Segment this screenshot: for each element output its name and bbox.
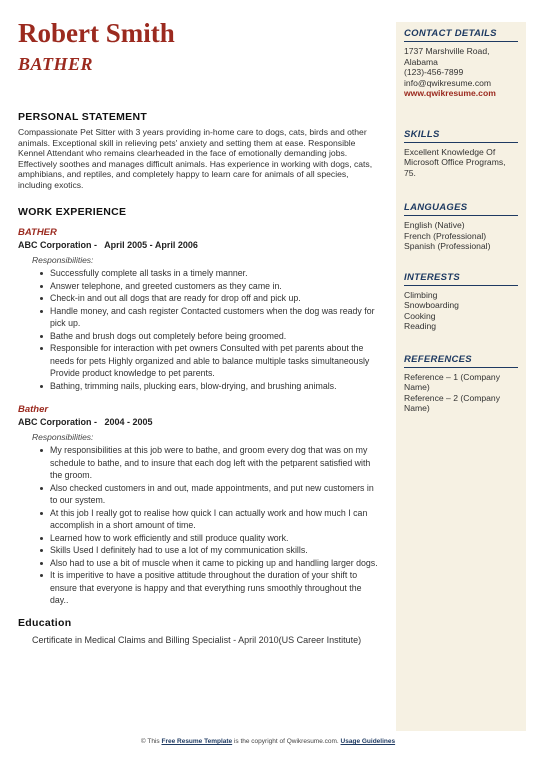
languages-heading: LANGUAGES (404, 202, 518, 216)
list-item: Reference – 2 (Company Name) (404, 392, 501, 413)
list-item: At this job I really got to realise how quick I can actually work and how much I can accomplish in a short amount of time. (40, 507, 382, 532)
address-line: Alabama (404, 56, 438, 67)
list-item: It is imperitive to have a positive attitude throughout the duration of your shift to ensure that everyone is happy and that everything runs smoothly throughout the day.. (40, 569, 382, 607)
sidebar (396, 22, 526, 731)
list-item: Skills Used I definitely had to use a lot of my communication skills. (40, 544, 382, 557)
languages-list (404, 220, 518, 252)
responsibilities-label: Responsibilities: (32, 432, 94, 442)
job-company-dates: ABC Corporation - 2004 - 2005 (18, 417, 153, 427)
list-item: Successfully complete all tasks in a timely manner. (40, 267, 382, 280)
contact-details (404, 46, 518, 99)
job-company-dates: ABC Corporation - April 2005 - April 2006 (18, 240, 198, 250)
skills-heading: SKILLS (404, 129, 518, 143)
list-item: Check-in and out all dogs that are ready for drop off and pick up. (40, 292, 382, 305)
footer-copyright: is the copyright of Qwikresume.com. (233, 738, 339, 745)
interests-heading: INTERESTS (404, 272, 518, 286)
interests-list (404, 290, 518, 332)
list-item: Answer telephone, and greeted customers as they came in. (40, 280, 382, 293)
work-experience-heading: WORK EXPERIENCE (18, 206, 127, 218)
list-item: Handle money, and cash register Contacted customers when the dog was ready for pick up. (40, 305, 382, 330)
responsibilities-label: Responsibilities: (32, 255, 94, 265)
list-item: English (Native) (404, 220, 465, 230)
references-heading: REFERENCES (404, 354, 518, 368)
list-item: Cooking (404, 310, 436, 321)
list-item: Learned how to work efficiently and still produce quality work. (40, 532, 382, 545)
list-item: Reading (404, 321, 437, 331)
personal-statement-text: Compassionate Pet Sitter with 3 years providing in-home care to dogs, cats, birds and other animals. Exceptional skill in relieving pets' anxiety and setting them at ease. Responsible Kennel Attendant who remains clearheaded in the face of emotionally demanding jobs. Effectively soothes and manages difficult animals. Has experience in working with dogs, cats, amphibians, and reptiles, and completely happy to learn care for animals of all species, including exotics. (18, 127, 373, 190)
footer-prefix: © This (140, 738, 160, 745)
email-link[interactable]: info@qwikresume.com (404, 77, 492, 88)
job-entry (18, 227, 382, 392)
candidate-name: Robert Smith (18, 18, 175, 48)
education-text: Certificate in Medical Claims and Billing Specialist - April 2010(US Career Institute) (32, 634, 362, 645)
list-item: Also checked customers in and out, made appointments, and put new customers in to our system. (40, 482, 382, 507)
skills-list (404, 147, 518, 179)
list-item: Snowboarding (404, 300, 459, 310)
phone-number: (123)-456-7899 (404, 67, 464, 77)
free-resume-template-link[interactable]: Free Resume Template (161, 738, 233, 745)
list-item: French (Professional) (404, 230, 487, 241)
list-item: My responsibilities at this job were to bathe, and groom every dog that was on my schedule to bathe, and to insure that each dog left with the petparent satisfied with the groom. (40, 444, 382, 482)
usage-guidelines-link[interactable]: Usage Guidelines (340, 738, 396, 745)
website-link[interactable]: www.qwikresume.com (404, 88, 496, 98)
responsibilities-list (40, 444, 382, 607)
list-item: Bathe and brush dogs out completely before being groomed. (40, 330, 382, 343)
education-heading: Education (18, 616, 72, 629)
address-line: 1737 Marshville Road, (404, 46, 490, 56)
responsibilities-list (40, 267, 382, 392)
contact-heading: CONTACT DETAILS (404, 28, 518, 42)
job-title: Bather (18, 404, 49, 415)
list-item: Also had to use a bit of muscle when it came to picking up and handling larger dogs. (40, 557, 382, 570)
list-item: Spanish (Professional) (404, 241, 491, 251)
list-item: Reference – 1 (Company Name) (404, 371, 501, 392)
job-entry (18, 404, 382, 607)
list-item: Bathing, trimming nails, plucking ears, blow-drying, and brushing animals. (40, 380, 382, 393)
references-list (404, 372, 518, 414)
candidate-title: BATHER (18, 54, 94, 74)
list-item: Responsible for interaction with pet owners Consulted with pet parents about the needs for pets Highly organized and able to balance multiple tasks simultaneously Provide product knowledge to pet parents. (40, 342, 382, 380)
job-title: BATHER (18, 227, 57, 238)
main-column (18, 14, 382, 646)
personal-statement-heading: PERSONAL STATEMENT (18, 111, 148, 123)
list-item: Excellent Knowledge Of Microsoft Office Programs, 75. (404, 146, 506, 178)
list-item: Climbing (404, 289, 438, 300)
footer (0, 738, 536, 745)
